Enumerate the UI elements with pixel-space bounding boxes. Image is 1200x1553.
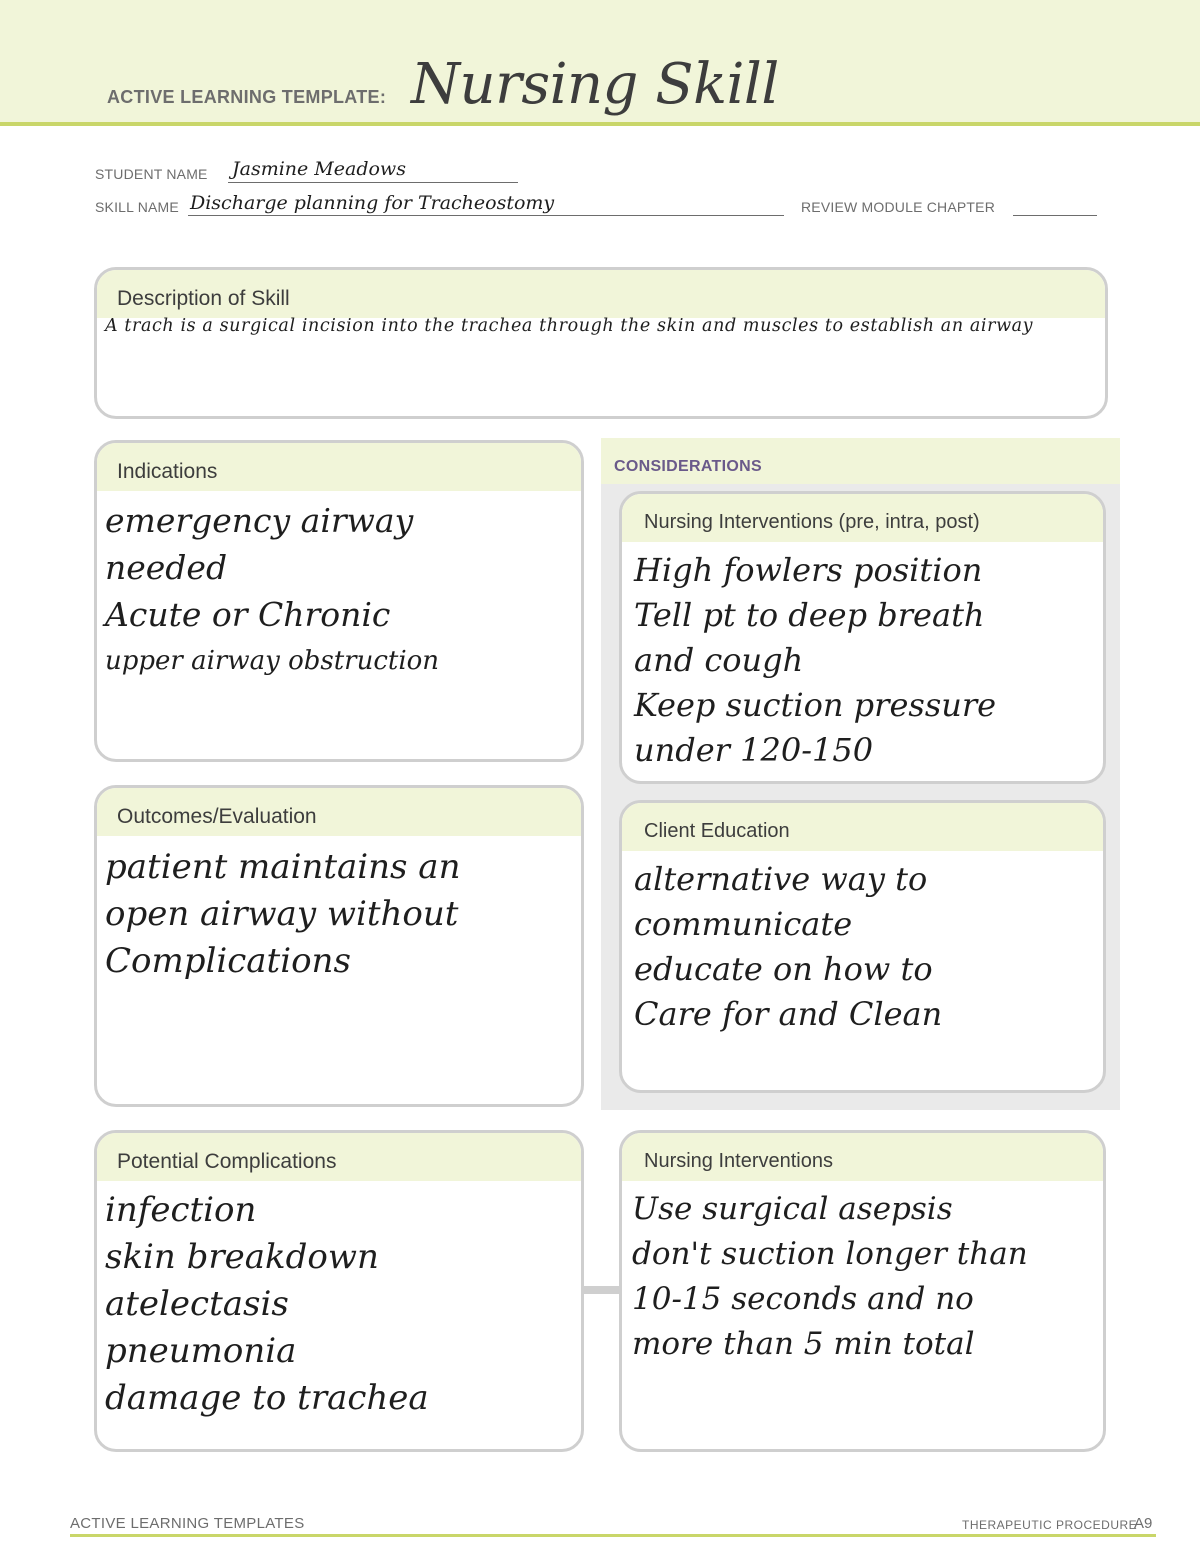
header-rule	[0, 122, 1200, 126]
outcomes-box	[94, 785, 584, 1107]
description-heading: Description of Skill	[97, 270, 1105, 318]
complication-line: atelectasis	[105, 1284, 289, 1324]
intervention-line: and cough	[634, 641, 804, 679]
nursing-interventions-box	[619, 1130, 1106, 1452]
page-number: A9	[1134, 1515, 1153, 1532]
indications-content[interactable]	[97, 491, 581, 685]
indications-line: emergency airway	[105, 501, 414, 540]
student-name-value[interactable]: Jasmine Meadows	[232, 158, 406, 180]
page-title: Nursing Skill	[411, 52, 779, 117]
nursing-interventions-heading: Nursing Interventions	[622, 1133, 1103, 1181]
skill-name-label: SKILL NAME	[95, 199, 179, 215]
review-module-line[interactable]	[1013, 215, 1097, 216]
intervention-line: Keep suction pressure	[634, 686, 997, 724]
indications-line: upper airway obstruction	[105, 646, 440, 676]
student-name-line	[228, 182, 518, 183]
client-education-heading: Client Education	[622, 803, 1103, 851]
footer-left-text: ACTIVE LEARNING TEMPLATES	[70, 1515, 305, 1532]
skill-name-line	[188, 215, 784, 216]
potential-complications-heading: Potential Complications	[97, 1133, 581, 1181]
nursing-interventions-content[interactable]	[622, 1181, 1103, 1367]
intervention-line: High fowlers position	[634, 551, 983, 589]
indications-line: Acute or Chronic	[105, 595, 391, 634]
nursing-intervention-line: more than 5 min total	[632, 1326, 975, 1362]
education-line: communicate	[634, 905, 853, 943]
outcomes-line: Complications	[105, 941, 351, 981]
description-box	[94, 267, 1108, 419]
education-line: educate on how to	[634, 950, 933, 988]
outcomes-heading: Outcomes/Evaluation	[97, 788, 581, 836]
client-education-content[interactable]	[622, 851, 1103, 1037]
footer-right-text: THERAPEUTIC PROCEDURE	[962, 1518, 1138, 1532]
outcomes-content[interactable]	[97, 836, 581, 985]
nursing-interventions-ppp-box	[619, 491, 1106, 784]
complication-line: skin breakdown	[105, 1237, 379, 1277]
indications-box	[94, 440, 584, 762]
complication-line: infection	[105, 1190, 257, 1230]
intervention-line: Tell pt to deep breath	[634, 596, 985, 634]
student-name-label: STUDENT NAME	[95, 166, 208, 182]
outcomes-line: patient maintains an	[105, 847, 461, 887]
potential-complications-box	[94, 1130, 584, 1452]
footer-rule	[70, 1534, 1156, 1537]
education-line: Care for and Clean	[634, 995, 943, 1033]
template-prefix: ACTIVE LEARNING TEMPLATE:	[107, 87, 387, 107]
review-module-label: REVIEW MODULE CHAPTER	[801, 199, 995, 215]
box-connector	[582, 1286, 622, 1294]
nursing-intervention-line: 10-15 seconds and no	[632, 1281, 974, 1317]
nursing-interventions-ppp-heading: Nursing Interventions (pre, intra, post)	[622, 494, 1103, 542]
considerations-label: CONSIDERATIONS	[614, 458, 762, 475]
skill-name-value[interactable]: Discharge planning for Tracheostomy	[190, 192, 555, 214]
intervention-line: under 120-150	[634, 731, 874, 769]
indications-line: needed	[105, 548, 228, 587]
outcomes-line: open airway without	[105, 894, 459, 934]
potential-complications-content[interactable]	[97, 1181, 581, 1422]
description-text[interactable]: A trach is a surgical incision into the trachea through the skin and muscles to establish an airway	[105, 316, 1034, 336]
nursing-intervention-line: don't suction longer than	[632, 1236, 1028, 1272]
nursing-intervention-line: Use surgical asepsis	[632, 1191, 953, 1227]
client-education-box	[619, 800, 1106, 1093]
complication-line: damage to trachea	[105, 1378, 429, 1418]
indications-heading: Indications	[97, 443, 581, 491]
complication-line: pneumonia	[105, 1331, 297, 1371]
nursing-interventions-ppp-content[interactable]	[622, 542, 1103, 773]
education-line: alternative way to	[634, 860, 928, 898]
